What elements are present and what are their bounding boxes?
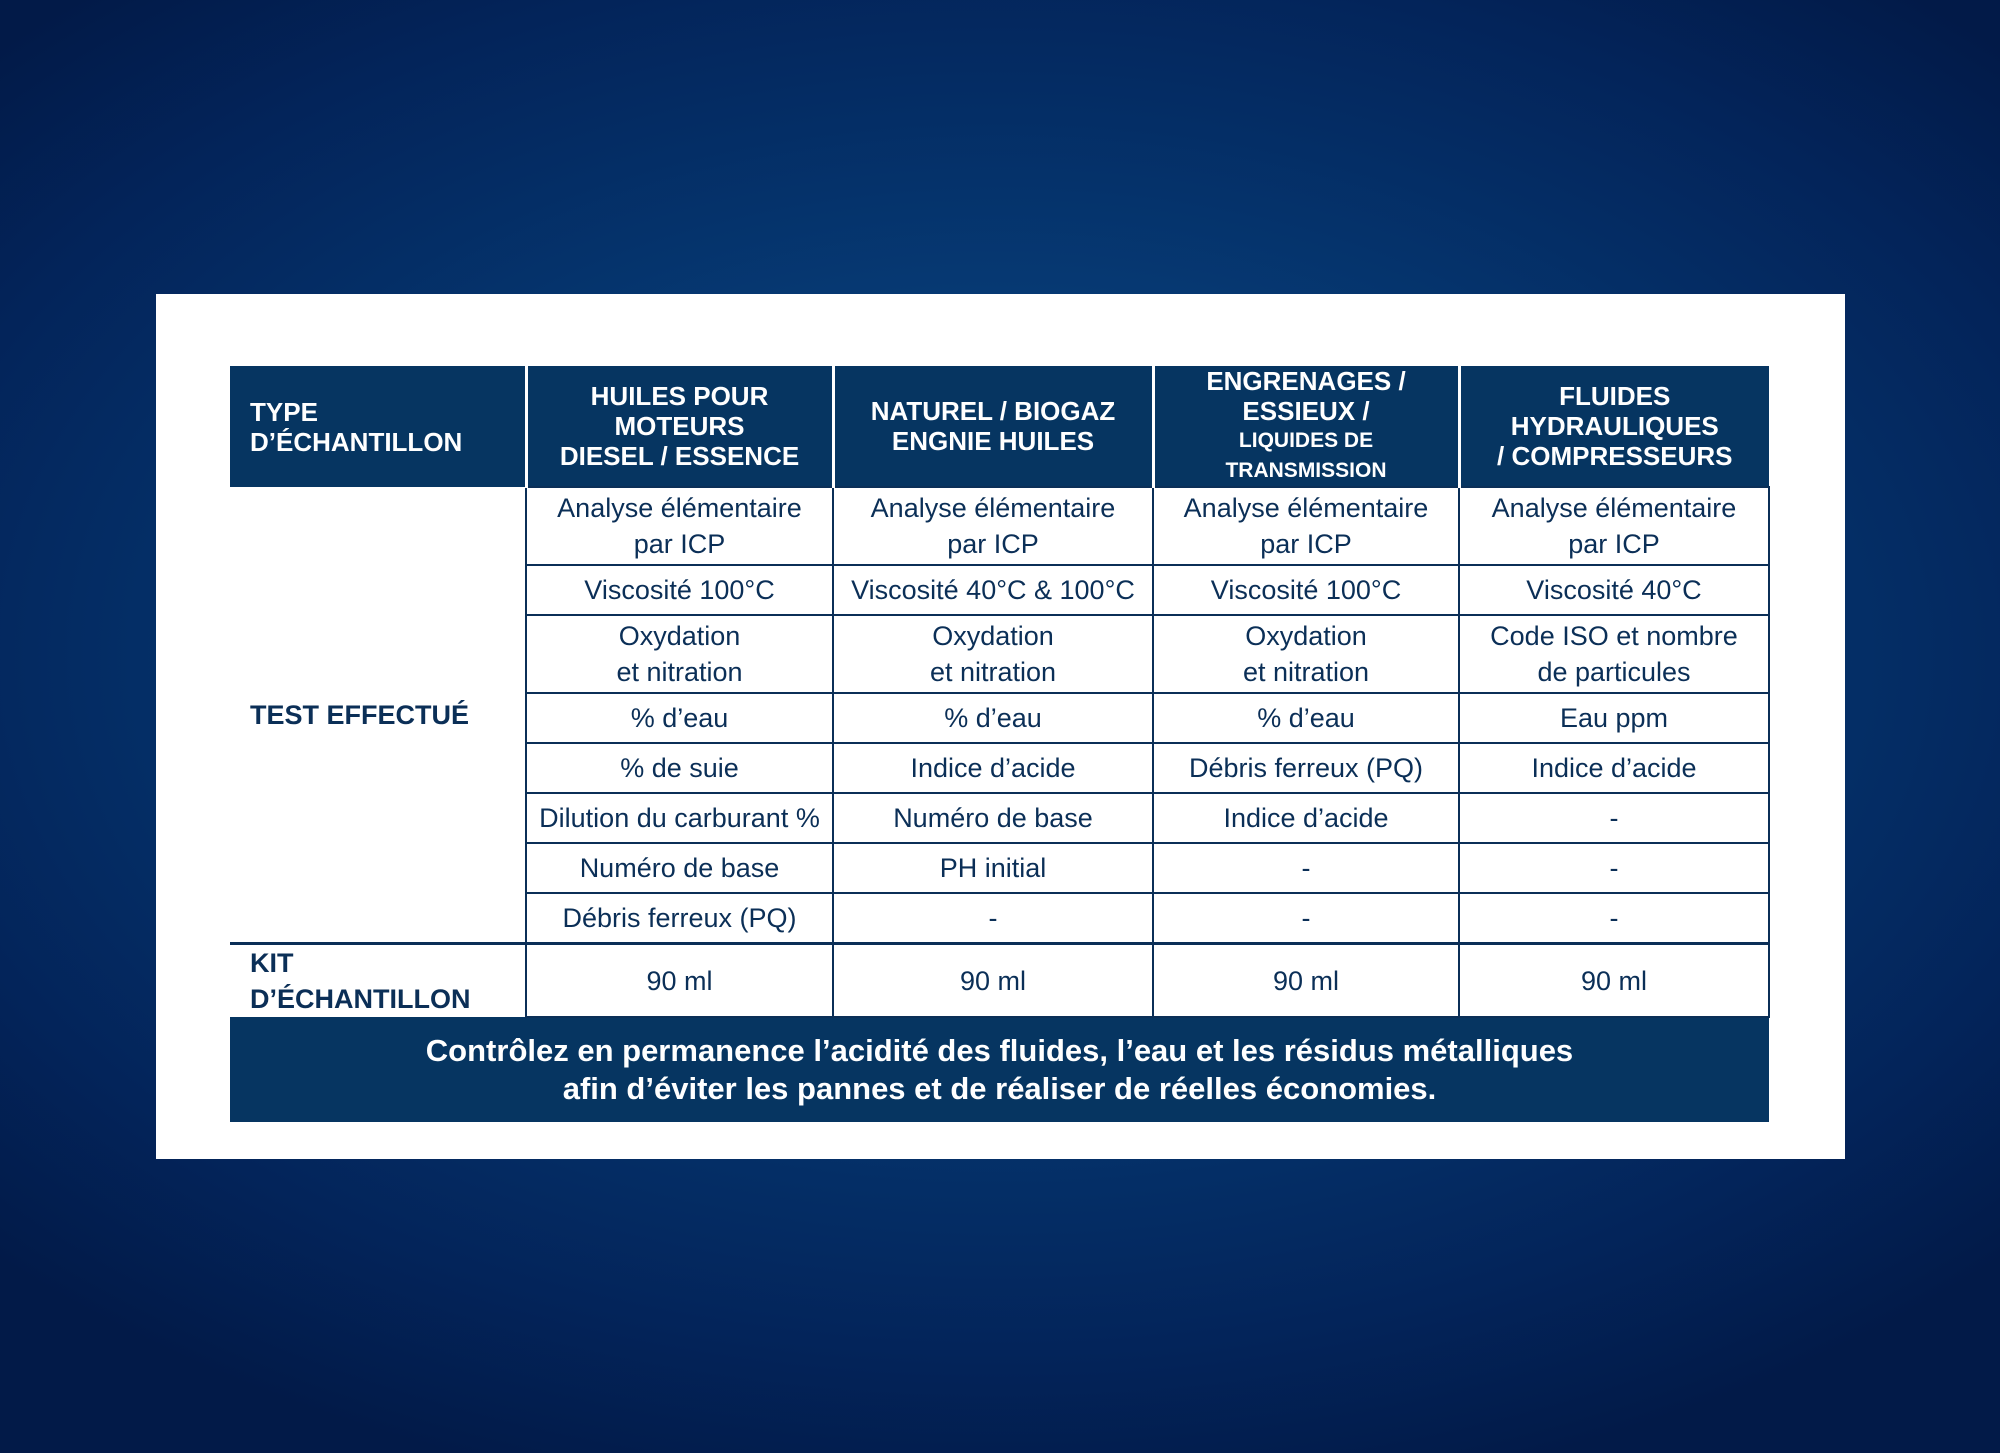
header-col-hydraulic-fluids: FLUIDES HYDRAULIQUES / COMPRESSEURS xyxy=(1459,366,1769,487)
header-col-engine-oils: HUILES POUR MOTEURS DIESEL / ESSENCE xyxy=(526,366,833,487)
test-cell: % d’eau xyxy=(526,693,833,743)
test-cell: Oxydation et nitration xyxy=(1153,615,1459,693)
sample-type-table xyxy=(230,366,1770,1122)
test-cell: % de suie xyxy=(526,743,833,793)
header-col-natural-gas-oils: NATUREL / BIOGAZ ENGNIE HUILES xyxy=(833,366,1153,487)
test-cell: - xyxy=(1459,793,1769,843)
test-cell: Dilution du carburant % xyxy=(526,793,833,843)
kit-row-label: KIT D’ÉCHANTILLON xyxy=(230,944,526,1018)
kit-row xyxy=(230,944,1769,1018)
test-row xyxy=(230,487,1769,565)
test-cell: - xyxy=(1459,843,1769,893)
test-cell: Viscosité 100°C xyxy=(1153,565,1459,615)
test-cell: Débris ferreux (PQ) xyxy=(526,893,833,944)
test-cell: Indice d’acide xyxy=(1153,793,1459,843)
kit-cell: 90 ml xyxy=(833,944,1153,1018)
header-col-gears-transmission: ENGRENAGES / ESSIEUX / LIQUIDES DE TRANSMISSION xyxy=(1153,366,1459,487)
spec-card xyxy=(156,294,1845,1159)
header-row-label: TYPE D’ÉCHANTILLON xyxy=(230,366,526,487)
test-row-label: TEST EFFECTUÉ xyxy=(230,487,526,944)
kit-cell: 90 ml xyxy=(1153,944,1459,1018)
test-cell: Viscosité 40°C & 100°C xyxy=(833,565,1153,615)
test-cell: Viscosité 40°C xyxy=(1459,565,1769,615)
test-cell: Analyse élémentaire par ICP xyxy=(1153,487,1459,565)
test-cell: Code ISO et nombre de particules xyxy=(1459,615,1769,693)
test-cell: Eau ppm xyxy=(1459,693,1769,743)
header-row xyxy=(230,366,1769,487)
test-cell: - xyxy=(1459,893,1769,944)
kit-cell: 90 ml xyxy=(526,944,833,1018)
test-cell: PH initial xyxy=(833,843,1153,893)
test-cell: Analyse élémentaire par ICP xyxy=(833,487,1153,565)
banner-text: Contrôlez en permanence l’acidité des fluides, l’eau et les résidus métalliques afin d’éviter les pannes et de réaliser de réelles économies. xyxy=(230,1017,1769,1122)
test-cell: Indice d’acide xyxy=(833,743,1153,793)
test-cell: % d’eau xyxy=(833,693,1153,743)
test-cell: % d’eau xyxy=(1153,693,1459,743)
kit-cell: 90 ml xyxy=(1459,944,1769,1018)
test-cell: Analyse élémentaire par ICP xyxy=(1459,487,1769,565)
test-cell: Oxydation et nitration xyxy=(833,615,1153,693)
test-cell: - xyxy=(833,893,1153,944)
test-cell: Oxydation et nitration xyxy=(526,615,833,693)
test-cell: Indice d’acide xyxy=(1459,743,1769,793)
test-cell: Débris ferreux (PQ) xyxy=(1153,743,1459,793)
test-cell: Viscosité 100°C xyxy=(526,565,833,615)
test-cell: Numéro de base xyxy=(833,793,1153,843)
test-cell: - xyxy=(1153,843,1459,893)
banner-row xyxy=(230,1017,1769,1122)
test-cell: Numéro de base xyxy=(526,843,833,893)
test-cell: - xyxy=(1153,893,1459,944)
test-cell: Analyse élémentaire par ICP xyxy=(526,487,833,565)
